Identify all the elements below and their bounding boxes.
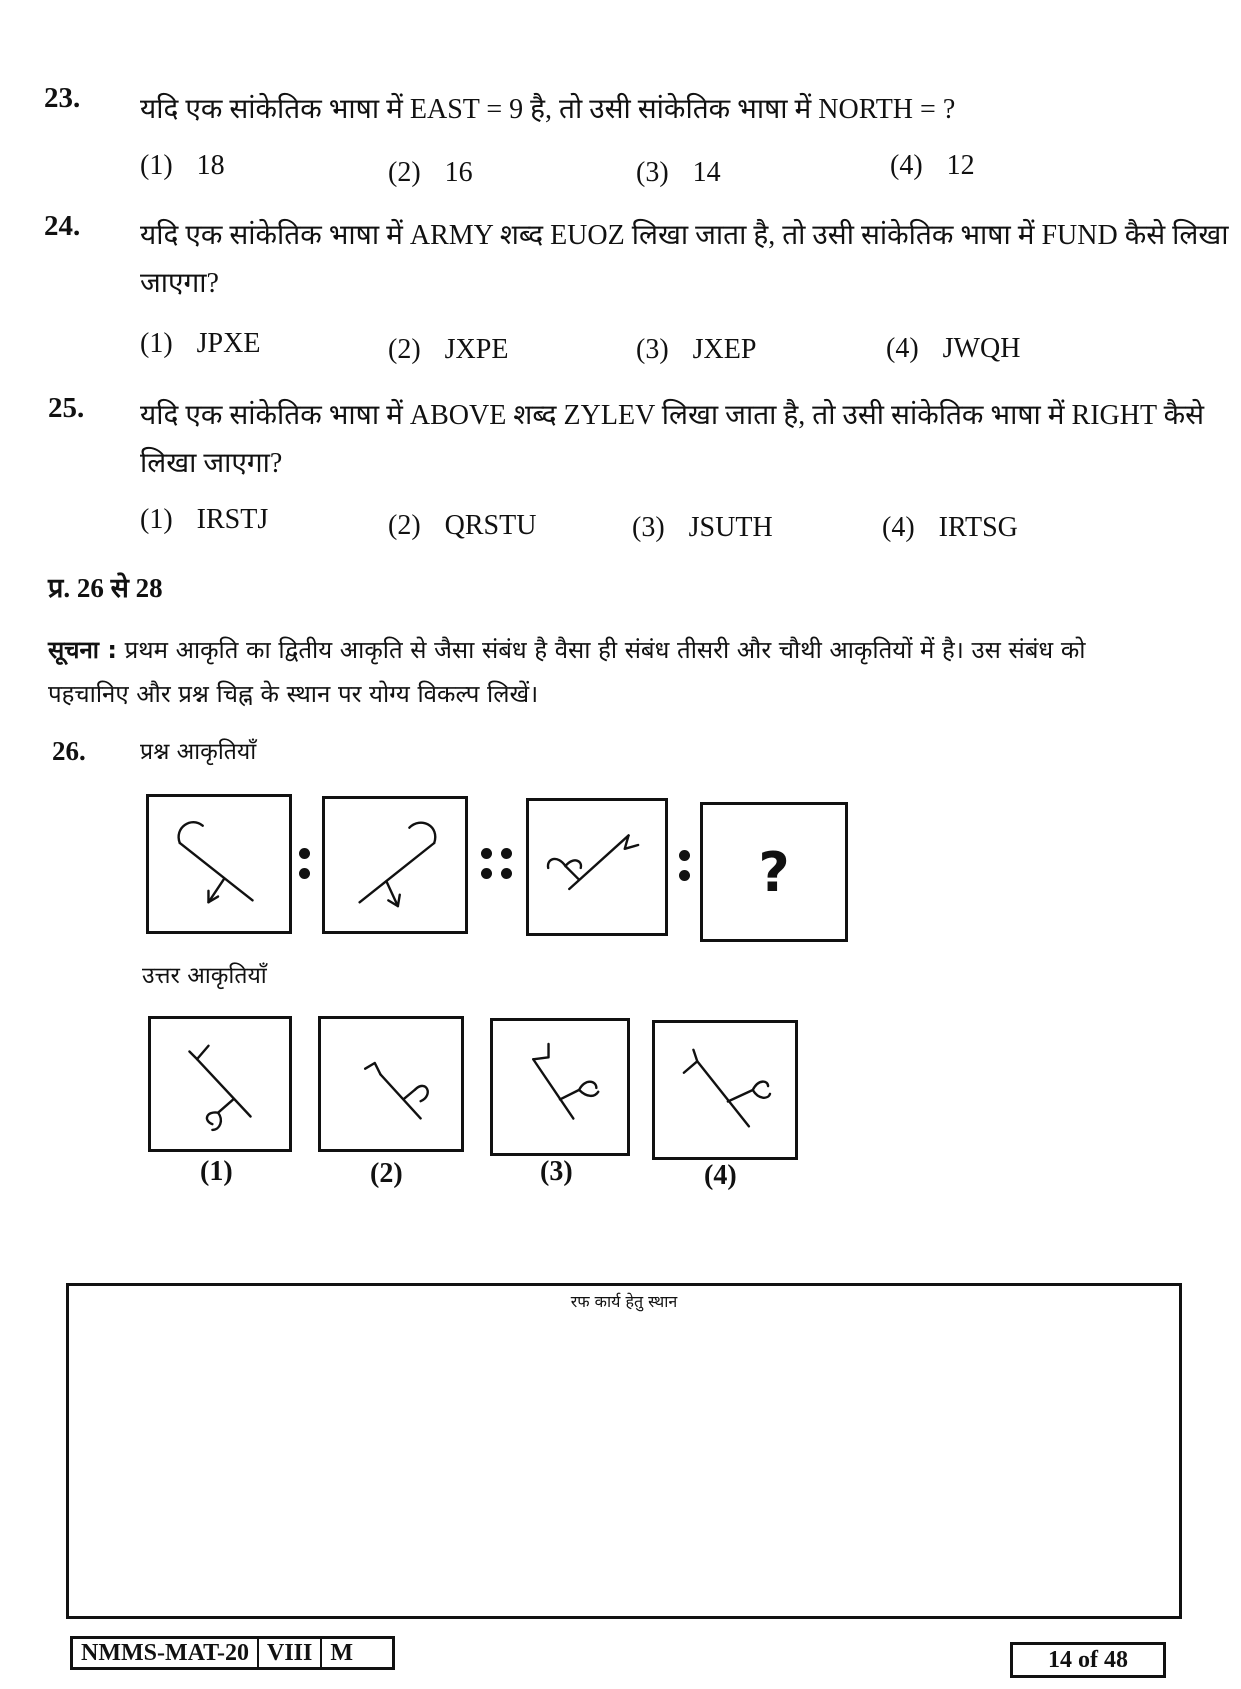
ratio-colon-dot [679,850,690,861]
proportion-dot [481,868,492,879]
question-24-number: 24. [44,210,81,242]
option-number: (4) [882,512,915,543]
question-25-text: यदि एक सांकेतिक भाषा में ABOVE शब्द ZYLEV लिखा जाता है, तो उसी सांकेतिक भाषा में RIGHT कैसे लिखा जाएगा? [140,400,1205,479]
problem-figure-2 [322,796,468,934]
section-notice [48,628,1158,716]
option-value: JXEP [692,334,757,365]
answer-figure-1[interactable] [148,1016,292,1152]
option-value: IRTSG [938,512,1018,543]
question-23-option-2 [388,157,473,189]
question-26-number: 26. [52,736,86,766]
ratio-colon-dot [679,870,690,881]
ratio-colon-dot [299,868,310,879]
option-number: (4) [890,150,923,181]
answer-figure-4[interactable] [652,1020,798,1160]
option-number: (3) [636,334,669,365]
answer-figure-3[interactable] [490,1018,630,1156]
question-23-text: यदि एक सांकेतिक भाषा में EAST = 9 है, तो उसी सांकेतिक भाषा में NORTH = ? [140,94,956,125]
option-value: 18 [196,150,225,181]
problem-figure-1 [146,794,292,934]
question-25-option-4 [882,512,1018,544]
problem-figure-4 [700,802,848,942]
option-number: (4) [886,333,919,364]
section-heading: प्र. 26 से 28 [48,573,163,603]
rough-work-box [66,1283,1182,1619]
option-number: (1) [140,328,173,359]
question-25-option-1 [140,504,268,536]
problem-figures-label: प्रश्न आकृतियाँ [140,739,257,765]
question-23-option-1 [140,150,225,182]
ratio-colon-dot [299,848,310,859]
footer-exam-code [70,1636,395,1670]
answer-number-4: (4) [704,1160,737,1191]
option-number: (2) [388,510,421,541]
question-24-option-4 [886,333,1020,365]
answer-number-2: (2) [370,1158,403,1189]
option-value: JWQH [942,333,1021,364]
answer-figures-label: उत्तर आकृतियाँ [142,963,267,989]
proportion-dot [481,848,492,859]
option-value: JXPE [444,334,509,365]
question-24-option-1 [140,328,260,360]
option-value: 12 [946,150,975,181]
problem-figure-3 [526,798,668,936]
option-number: (2) [388,334,421,365]
notice-text: प्रथम आकृति का द्वितीय आकृति से जैसा संबंध है वैसा ही संबंध तीसरी और चौथी आकृतियों में है। उस संबंध को पहचानिए और प्रश्न चिह्न के स्थान पर योग्य विकल्प लिखें। [48,636,1086,708]
option-number: (3) [636,157,669,188]
option-number: (1) [140,504,173,535]
notice-label: सूचना : [48,636,117,664]
option-value: QRSTU [444,510,537,541]
question-24-option-2 [388,334,508,366]
answer-figure-2[interactable] [318,1016,464,1152]
exam-class: VIII [259,1639,322,1667]
question-23-number: 23. [44,82,81,114]
question-23-option-4 [890,150,975,182]
question-mark: ? [758,841,790,904]
answer-number-1: (1) [200,1156,233,1187]
exam-code: NMMS-MAT-20 [73,1639,259,1667]
answer-number-3: (3) [540,1156,573,1187]
question-24-option-3 [636,334,756,366]
page-number: 14 of 48 [1010,1642,1166,1678]
proportion-dot [501,868,512,879]
option-number: (3) [632,512,665,543]
option-number: (2) [388,157,421,188]
option-value: 14 [692,157,721,188]
option-number: (1) [140,150,173,181]
option-value: IRSTJ [196,504,269,535]
option-value: JSUTH [688,512,773,543]
option-value: JPXE [196,328,261,359]
question-24-text: यदि एक सांकेतिक भाषा में ARMY शब्द EUOZ लिखा जाता है, तो उसी सांकेतिक भाषा में FUND कैसे लिखा जाएगा? [140,220,1229,299]
exam-medium: M [330,1640,353,1666]
question-25-number: 25. [48,392,85,424]
question-23-option-3 [636,157,721,189]
option-value: 16 [444,157,473,188]
question-25-option-3 [632,512,773,544]
rough-work-label: रफ कार्य हेतु स्थान [570,1292,678,1311]
proportion-dot [501,848,512,859]
question-25-option-2 [388,510,536,542]
